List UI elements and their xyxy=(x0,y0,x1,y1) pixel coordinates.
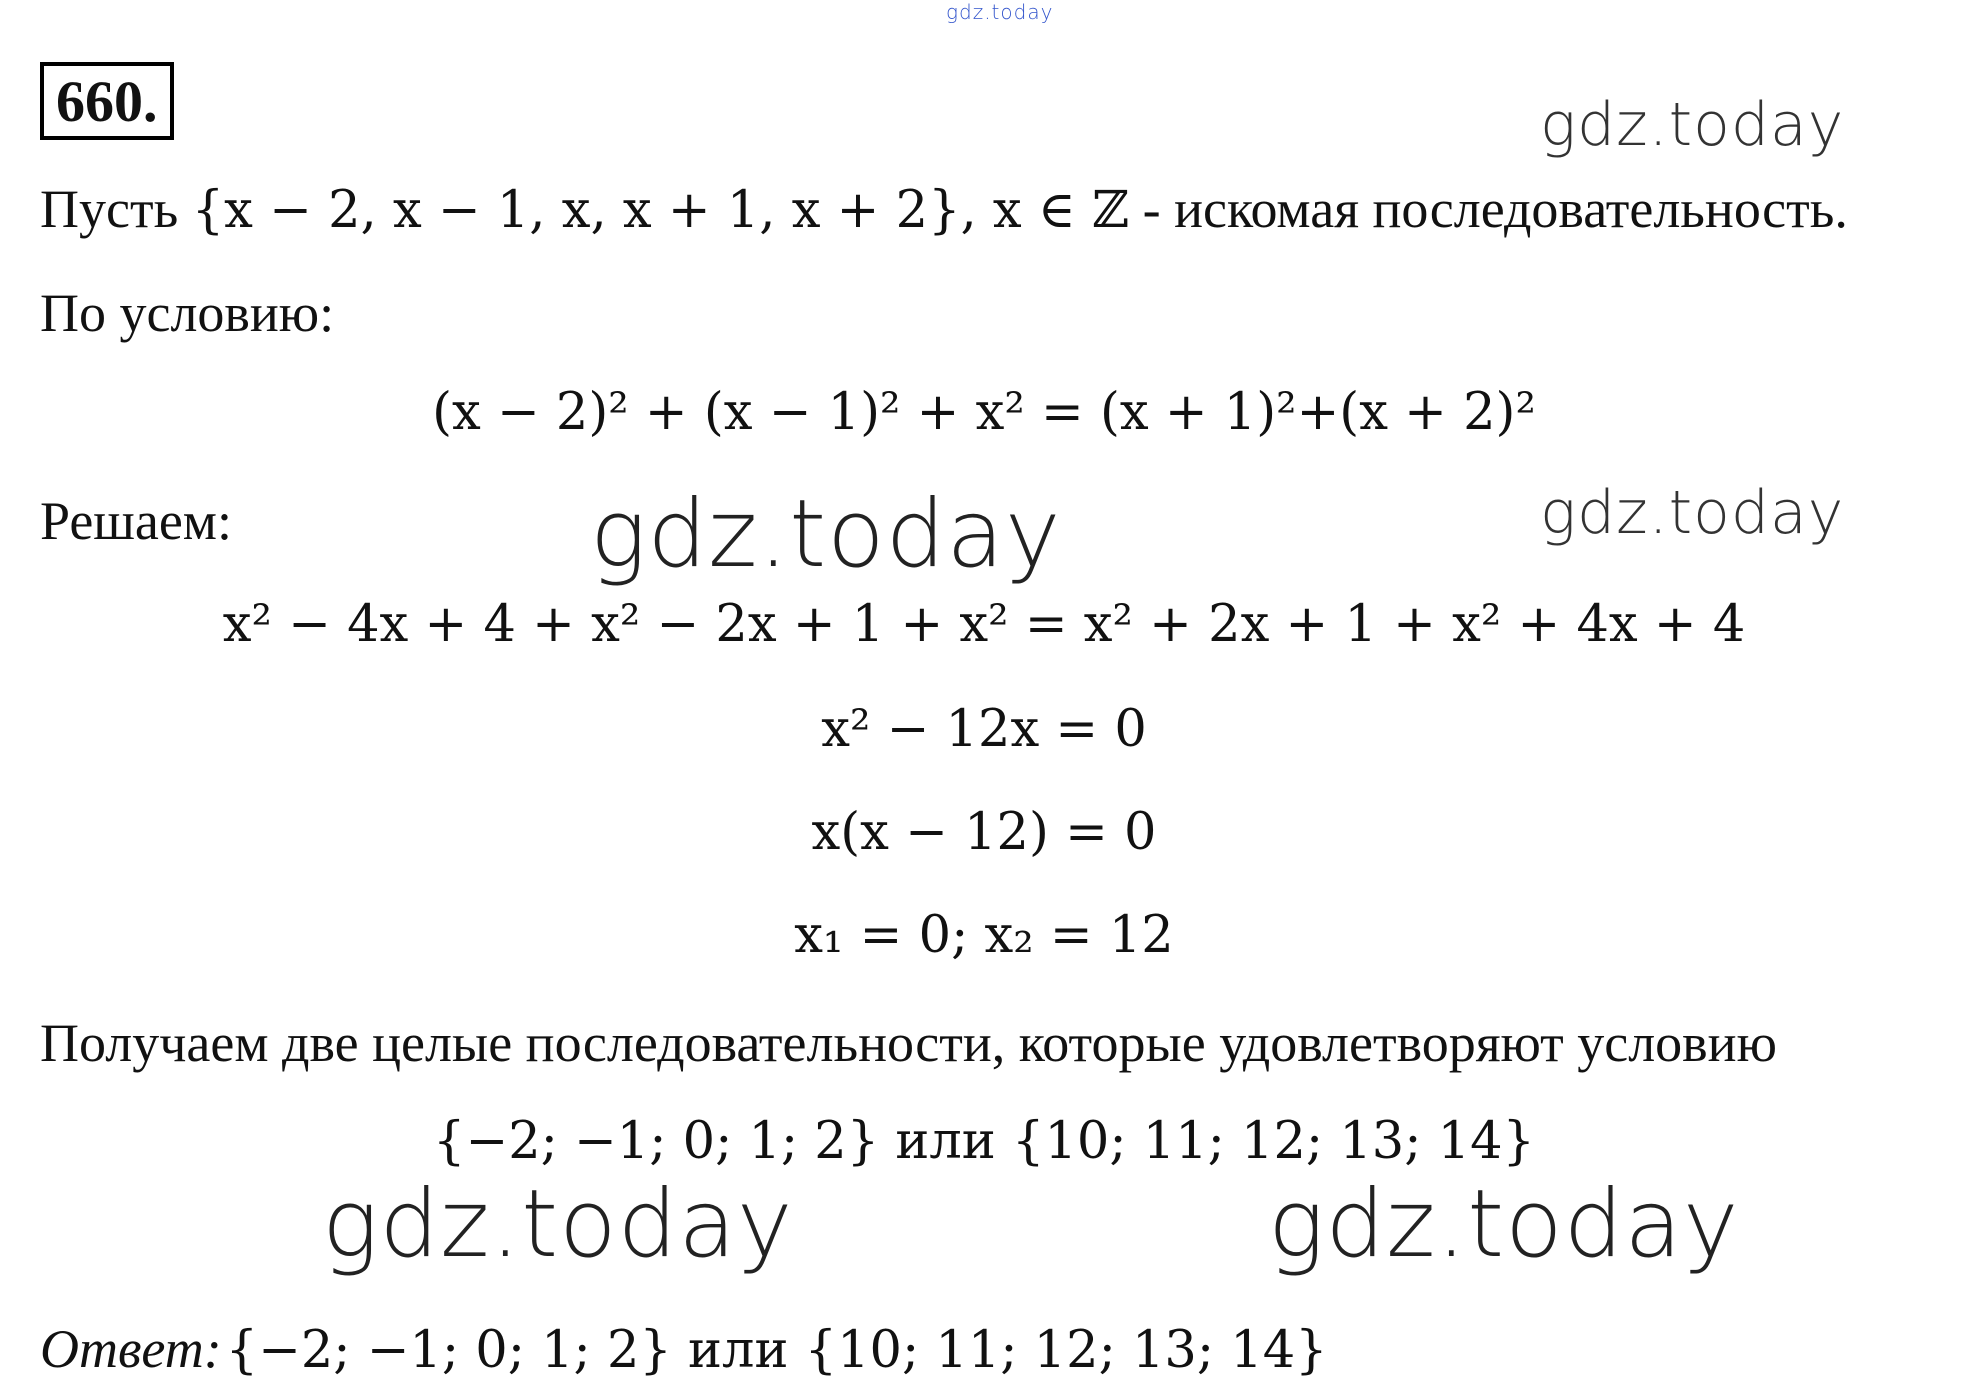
answer-label: Ответ: xyxy=(40,1319,222,1379)
watermark-center: gdz.today xyxy=(590,480,1062,589)
watermark-bottom-right: gdz.today xyxy=(1268,1170,1740,1279)
answer-value: {−2; −1; 0; 1; 2} или {10; 11; 12; 13; 14} xyxy=(225,1321,1328,1380)
watermark-right-1: gdz.today xyxy=(1540,90,1845,160)
problem-number: 660. xyxy=(40,62,174,140)
intro-lead: Пусть xyxy=(40,179,192,239)
step-2-equation: x² − 12x = 0 xyxy=(821,700,1147,759)
intro-set-expression: {x − 2, x − 1, x, x + 1, x + 2}, x ∈ ℤ xyxy=(191,181,1130,240)
result-sets: {−2; −1; 0; 1; 2} или {10; 11; 12; 13; 14} xyxy=(433,1112,1535,1171)
solve-label: Решаем: xyxy=(40,491,232,551)
condition-label: По условию: xyxy=(40,283,335,343)
step-1-equation: x² − 4x + 4 + x² − 2x + 1 + x² = x² + 2x + 1 + x² + 4x + 4 xyxy=(222,595,1746,654)
watermark-bottom-left: gdz.today xyxy=(322,1170,794,1279)
intro-line xyxy=(40,178,1848,240)
intro-tail: - искомая последовательность. xyxy=(1129,179,1848,239)
main-equation: (x − 2)² + (x − 1)² + x² = (x + 1)²+(x + 2)² xyxy=(432,383,1536,442)
watermark-top: gdz.today xyxy=(946,0,1054,24)
step-3-equation: x(x − 12) = 0 xyxy=(811,803,1157,862)
answer-line xyxy=(40,1318,1328,1380)
step-4-roots: x₁ = 0; x₂ = 12 xyxy=(794,906,1174,965)
watermark-right-2: gdz.today xyxy=(1540,478,1845,548)
conclusion-text: Получаем две целые последовательности, которые удовлетворяют условию xyxy=(40,1013,1777,1073)
